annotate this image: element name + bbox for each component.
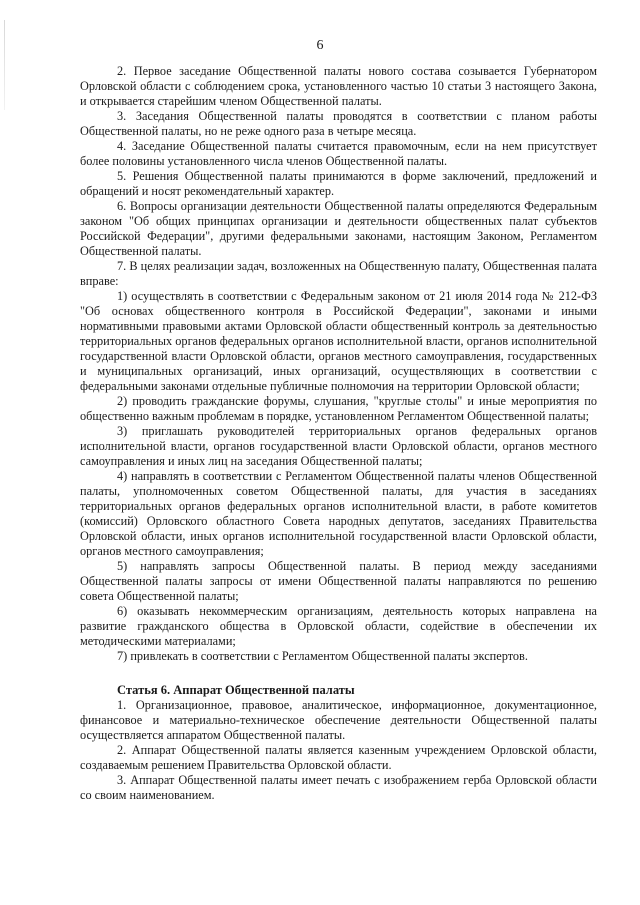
paragraph: 2. Аппарат Общественной палаты является казенным учреждением Орловской области, создаваемым решением Правительства Орловской области. [80,743,597,772]
list-item: 7) привлекать в соответствии с Регламентом Общественной палаты экспертов. [117,649,528,663]
paragraph: 3. Аппарат Общественной палаты имеет печать с изображением герба Орловской области со своим наименованием. [80,773,597,802]
list-item: 6) оказывать некоммерческим организациям, деятельность которых направлена на развитие гражданского общества в Орловской области, содействие в обеспечении их методическими материалами; [80,604,597,648]
paragraph: 5. Решения Общественной палаты принимаются в форме заключений, предложений и обращений и носят рекомендательный характер. [80,169,597,198]
paragraph: 3. Заседания Общественной палаты проводятся в соответствии с планом работы Общественной палаты, но не реже одного раза в четыре месяца. [80,109,597,138]
article-heading: Статья 6. Аппарат Общественной палаты [117,683,355,697]
list-item: 3) приглашать руководителей территориальных органов федеральных органов исполнительной власти, органов государственной власти Орловской области, органов местного самоуправления и иных лиц на заседания Общественной палаты; [80,424,597,468]
paragraph: 7. В целях реализации задач, возложенных на Общественную палату, Общественная палата вправе: [80,259,597,288]
paragraph: 6. Вопросы организации деятельности Общественной палаты определяются Федеральным законом "Об общих принципах организации и деятельности общественных палат субъектов Российской Федерации", другими федеральными законами, настоящим Законом, Регламентом Общественной палаты. [80,199,597,258]
list-item: 1) осуществлять в соответствии с Федеральным законом от 21 июля 2014 года № 212-ФЗ "Об основах общественного контроля в Российской Федерации", законами и иными нормативными правовыми актами Орловской области общественный контроль за деятельностью территориальных органов федеральных органов исполнительной власти, органов исполнительной государственной власти Орловской области, органов местного самоуправления, государственных и муниципальных организаций, иных организаций, осуществляющих в соответствии с федеральными законами отдельные публичные полномочия на территории Орловской области; [80,289,597,393]
document-body [80,64,597,803]
page-number: 6 [316,38,324,53]
paragraph: 2. Первое заседание Общественной палаты нового состава созывается Губернатором Орловской области с соблюдением срока, установленного частью 10 статьи 3 настоящего Закона, и открывается старейшим членом Общественной палаты. [80,64,597,108]
paragraph: 1. Организационное, правовое, аналитическое, информационное, документационное, финансовое и материально-техническое обеспечение деятельности Общественной палаты осуществляется аппаратом Общественной палаты. [80,698,597,742]
scan-edge-mark [4,20,5,110]
list-item: 4) направлять в соответствии с Регламентом Общественной палаты членов Общественной палаты, уполномоченных советом Общественной палаты, для участия в заседаниях территориальных органов федеральных органов исполнительной власти, в работе комитетов (комиссий) Орловского областного Совета народных депутатов, заседаниях Правительства Орловской области, иных органов исполнительной государственной власти Орловской области, органов местного самоуправления; [80,469,597,558]
paragraph: 4. Заседание Общественной палаты считается правомочным, если на нем присутствует более половины установленного числа членов Общественной палаты. [80,139,597,168]
list-item: 5) направлять запросы Общественной палаты. В период между заседаниями Общественной палаты запросы от имени Общественной палаты направляются по решению совета Общественной палаты; [80,559,597,603]
list-item: 2) проводить гражданские форумы, слушания, "круглые столы" и иные мероприятия по общественно важным проблемам в порядке, установленном Регламентом Общественной палаты; [80,394,597,423]
